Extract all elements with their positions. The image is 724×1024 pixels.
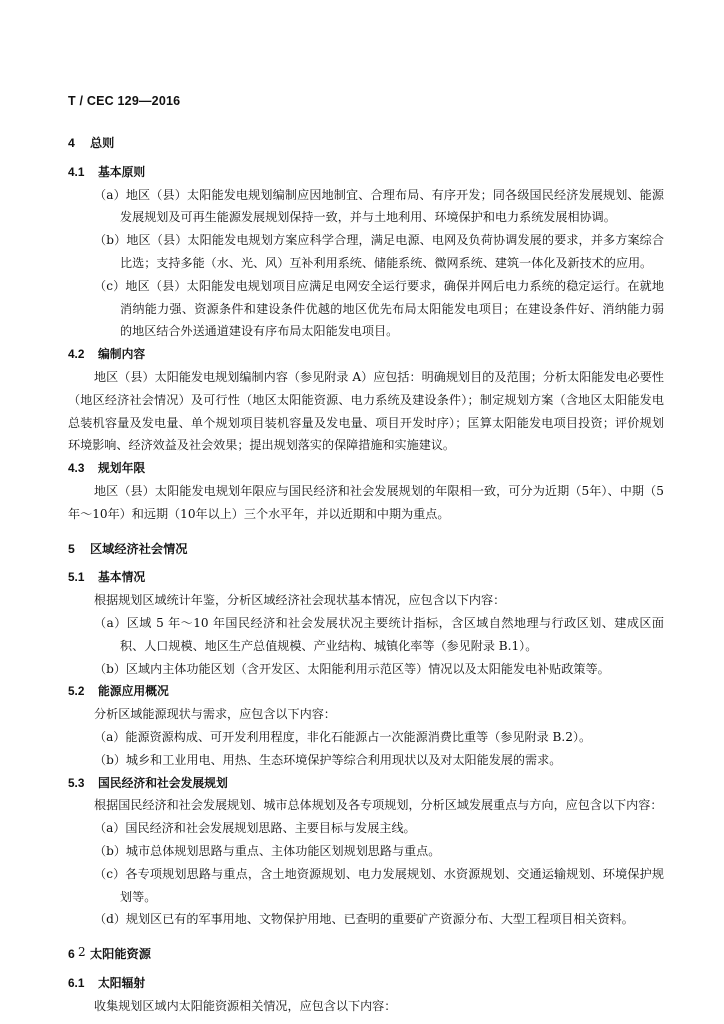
chapter-6-heading xyxy=(68,943,664,966)
list-item: （a）区域 5 年～10 年国民经济和社会发展状况主要统计指标，含区域自然地理与行政区划、建成区面积、人口规模、地区生产总值规模、产业结构、城镇化率等（参见附录 B.1）。 xyxy=(94,615,664,653)
paragraph: 地区（县）太阳能发电规划年限应与国民经济和社会发展规划的年限相一致，可分为近期（5年）、中期（5年～10年）和远期（10年以上）三个水平年，并以近期和中期为重点。 xyxy=(68,483,664,521)
list-item: （c）各专项规划思路与重点，含土地资源规划、电力发展规划、水资源规划、交通运输规划、环境保护规划等。 xyxy=(94,866,664,904)
section-5-1-heading xyxy=(68,566,664,589)
list-item: （a）国民经济和社会发展规划思路、主要目标与发展主线。 xyxy=(94,821,416,836)
section-5-3-heading xyxy=(68,772,664,795)
list-item: （c）地区（县）太阳能发电规划项目应满足电网安全运行要求，确保并网后电力系统的稳定运行。在就地消纳能力强、资源条件和建设条件优越的地区优先布局太阳能发电项目；在建设条件好、消纳能力弱的地区结合外送通道建设有序布局太阳能发电项目。 xyxy=(94,278,664,339)
section-title: 基本原则 xyxy=(98,164,146,179)
chapter-4-heading xyxy=(68,132,664,155)
list-item: （a）能源资源构成、可开发利用程度，非化石能源占一次能源消费比重等（参见附录 B.2）。 xyxy=(94,729,592,744)
list-item: （d）规划区已有的军事用地、文物保护用地、已查明的重要矿产资源分布、大型工程项目相关资料。 xyxy=(94,912,634,927)
section-number: 5.3 xyxy=(68,775,85,790)
chapter-title: 区域经济社会情况 xyxy=(90,541,188,556)
chapter-number: 5 xyxy=(68,541,75,556)
list-item: （b）城市总体规划思路与重点、主体功能区划规划思路与重点。 xyxy=(94,843,441,858)
section-number: 4.1 xyxy=(68,164,85,179)
section-5-2-heading xyxy=(68,680,664,703)
list-item: （b）地区（县）太阳能发电规划方案应科学合理，满足电源、电网及负荷协调发展的要求，并多方案综合比选；支持多能（水、光、风）互补利用系统、储能系统、微网系统、建筑一体化及新技术的应用。 xyxy=(94,233,664,270)
chapter-5-heading xyxy=(68,538,664,561)
list-item: （b）区域内主体功能区划（含开发区、太阳能利用示范区等）情况以及太阳能发电补贴政策等。 xyxy=(94,661,610,676)
paragraph: 分析区域能源现状与需求，应包含以下内容： xyxy=(94,707,336,722)
standard-code: T / CEC 129—2016 xyxy=(68,94,181,108)
section-number: 5.2 xyxy=(68,684,85,699)
paragraph: 根据国民经济和社会发展规划、城市总体规划及各专项规划，分析区域发展重点与方向，应包含以下内容： xyxy=(94,798,663,813)
section-title: 基本情况 xyxy=(98,570,146,585)
section-6-1-heading xyxy=(68,972,664,995)
section-4-3-heading xyxy=(68,457,664,480)
chapter-number: 4 xyxy=(68,136,75,150)
page-number: 2 xyxy=(78,945,86,959)
paragraph: 地区（县）太阳能发电规划编制内容（参见附录 A）应包括：明确规划目的及范围；分析太阳能发电必要性（地区经济社会情况）及可行性（地区太阳能资源、电力系统及建设条件）；制定规划方案（含地区太阳能发电总装机容量及发电量、单个规划项目装机容量及发电量、项目开发时序）；匡算太阳能发电项目投资；评价规划环境影响、经济效益及社会效果；提出规划落实的保障措施和实施建议。 xyxy=(68,369,664,453)
section-title: 太阳辐射 xyxy=(98,975,146,990)
chapter-title: 太阳能资源 xyxy=(90,947,151,962)
paragraph: 收集规划区域内太阳能资源相关情况，应包含以下内容： xyxy=(94,998,397,1013)
section-title: 能源应用概况 xyxy=(98,684,169,699)
section-number: 6.1 xyxy=(68,975,85,990)
list-item: （b）城乡和工业用电、用热、生态环境保护等综合利用现状以及对太阳能发展的需求。 xyxy=(94,752,562,767)
chapter-title: 总则 xyxy=(90,136,115,150)
section-title: 国民经济和社会发展规划 xyxy=(98,775,228,790)
section-4-1-heading xyxy=(68,161,664,184)
section-number: 4.2 xyxy=(68,347,85,362)
section-number: 4.3 xyxy=(68,461,85,476)
section-title: 规划年限 xyxy=(98,461,146,476)
section-number: 5.1 xyxy=(68,570,85,585)
section-title: 编制内容 xyxy=(98,347,146,362)
section-4-2-heading xyxy=(68,343,664,366)
page-content xyxy=(68,120,664,1017)
chapter-number: 6 xyxy=(68,947,75,962)
paragraph: 根据规划区域统计年鉴，分析区域经济社会现状基本情况，应包含以下内容： xyxy=(94,593,506,608)
list-item: （a）地区（县）太阳能发电规划编制应因地制宜、合理布局、有序开发；同各级国民经济发展规划、能源发展规划及可再生能源发展规划保持一致，并与土地利用、环境保护和电力系统发展相协调。 xyxy=(94,187,664,225)
